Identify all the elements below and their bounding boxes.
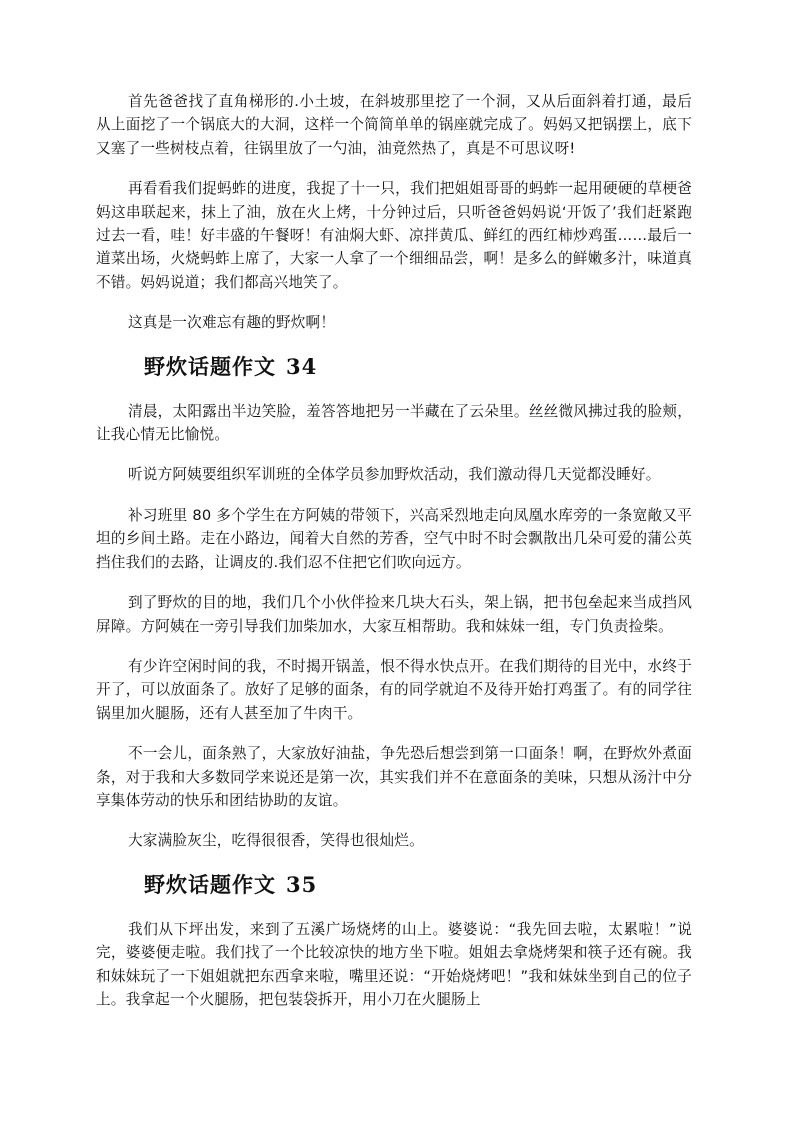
paragraph: 首先爸爸找了直角梯形的.小土坡，在斜坡那里挖了一个洞，又从后面斜着打通，最后从上面挖了一个锅底大的大洞，这样一个简简单单的锅座就完成了。妈妈又把锅摆上，底下又塞了一些树枝点着，往锅里放了一勺油，油竟然热了，真是不可思议呀!: [96, 93, 692, 157]
paragraph: 大家满脸灰尘，吃得很很香，笑得也很灿烂。: [128, 832, 424, 850]
paragraph: 听说方阿姨要组织军训班的全体学员参加野炊活动，我们激动得几天觉都没睡好。: [128, 466, 661, 484]
paragraph: 有少许空闲时间的我，不时揭开锅盖，恨不得水快点开。在我们期待的目光中，水终于开了，可以放面条了。放好了足够的面条，有的同学就迫不及待开始打鸡蛋了。有的同学往锅里加火腿肠，还有人甚至加了牛肉干。: [96, 657, 692, 722]
heading-title: 野炊话题作文: [144, 871, 276, 897]
heading-title: 野炊话题作文: [144, 353, 276, 379]
section-heading-34: [96, 352, 692, 382]
section-heading-35: [96, 870, 692, 900]
paragraph: 补习班里 80 多个学生在方阿姨的带领下，兴高采烈地走向凤凰水库旁的一条宽敞又平坦的乡间土路。走在小路边，闻着大自然的芳香，空气中时不时会飘散出几朵可爱的蒲公英挡住我们的去路，让调皮的.我们忍不住把它们吹向远方。: [96, 506, 692, 571]
paragraph: 到了野炊的目的地，我们几个小伙伴捡来几块大石头，架上锅，把书包垒起来当成挡风屏障。方阿姨在一旁引导我们加柴加水，大家互相帮助。我和妹妹一组，专门负责捡柴。: [96, 594, 692, 635]
paragraph: 这真是一次难忘有趣的野炊啊！: [128, 314, 336, 332]
paragraph: 清晨，太阳露出半边笑脸，羞答答地把另一半藏在了云朵里。丝丝微风拂过我的脸颊，让我心情无比愉悦。: [96, 402, 692, 444]
paragraph: 再看看我们捉蚂蚱的进度，我捉了十一只，我们把姐姐哥哥的蚂蚱一起用硬硬的草梗爸妈这串联起来，抹上了油，放在火上烤，十分钟过后，只听爸爸妈妈说‘开饭了’我们赶紧跑过去一看，哇！好丰盛的午餐呀！有油焖大虾、凉拌黄瓜、鲜红的西红柿炒鸡蛋……最后一道菜出场，火烧蚂蚱上席了，大家一人拿了一个细细品尝，啊！是多么的鲜嫩多汁，味道真不错。妈妈说道；我们都高兴地笑了。: [96, 180, 692, 291]
heading-number: 35: [286, 871, 318, 897]
paragraph: 不一会儿，面条熟了，大家放好油盐，争先恐后想尝到第一口面条！啊，在野炊外煮面条，对于我和大多数同学来说还是第一次，其实我们并不在意面条的美味，只想从汤汁中分享集体劳动的快乐和团结协助的友谊。: [96, 745, 692, 809]
paragraph: 我们从下坪出发，来到了五溪广场烧烤的山上。婆婆说：“我先回去啦，太累啦！”说完，婆婆便走啦。我们找了一个比较凉快的地方坐下啦。姐姐去拿烧烤架和筷子还有碗。我和妹妹玩了一下姐姐就把东西拿来啦，嘴里还说：“开始烧烤吧！”我和妹妹坐到自己的位子上。我拿起一个火腿肠，把包装袋拆开，用小刀在火腿肠上: [96, 920, 692, 1008]
document-body: [96, 90, 692, 1028]
heading-number: 34: [286, 353, 318, 379]
